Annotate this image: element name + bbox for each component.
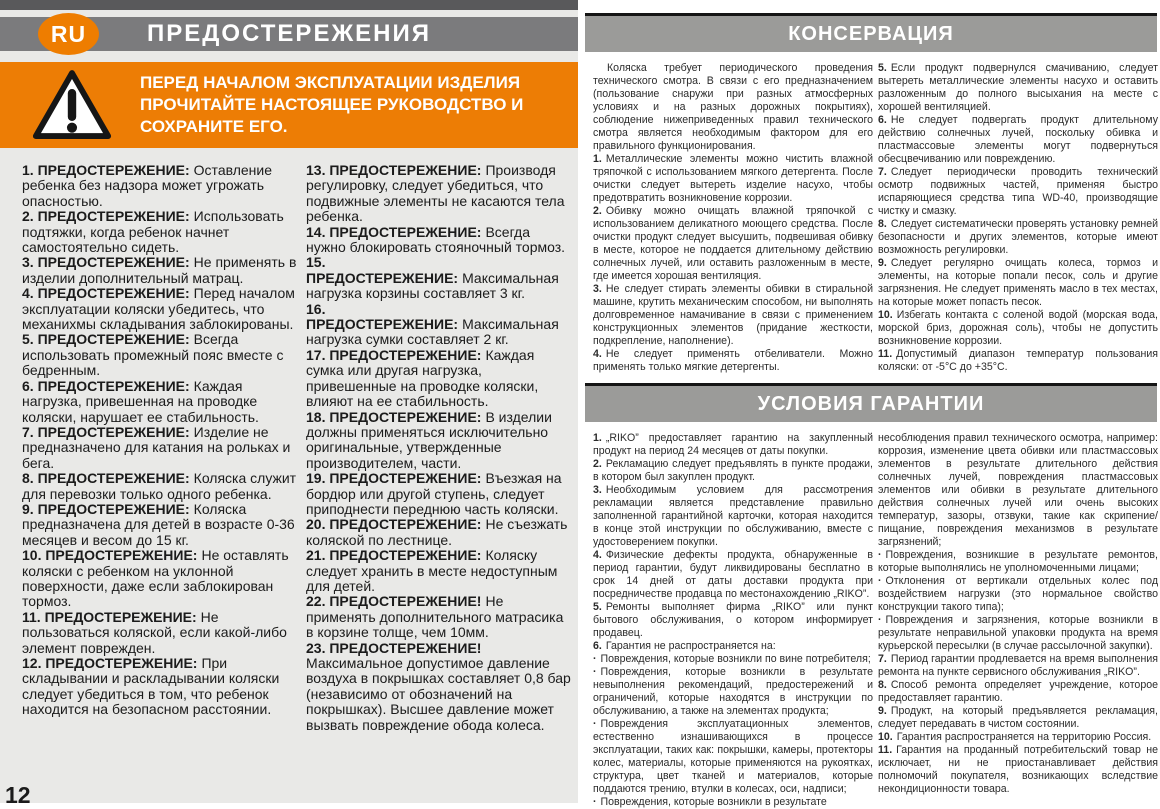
paragraph-text: Рекламацию следует предъявлять в пункте продажи, в котором был закуплен продукт. — [593, 458, 873, 483]
warranty-paragraph — [593, 666, 873, 718]
paragraph-number: 1. — [593, 153, 602, 165]
paragraph-number: 11. — [878, 348, 893, 360]
paragraph-text: несоблюдения правил технического осмотра, например: коррозия, изменение цвета обивки или пластмассовых элементов в результате длительного действия солнечных лучей, повреждения пластмассовых элементов или обивки в результате длительного действия солнечных лучей или очень высоких температур, зазоры, отзвуки, такие как скрипение/ пищание, повреждения механизмов в результате загрязнений; — [878, 432, 1158, 548]
warranty-paragraph — [593, 432, 873, 458]
paragraph-number: 7. — [878, 653, 887, 665]
paragraph-text: Коляска требует периодического проведения технического смотра. В связи с его предназначением (пользование снаружи при разных атмосферных условиях и на разных дорожных покрытиях), соблюдение нижеприведенных правил технического смотра является необходимым фактором для его правильного функционирования. — [593, 62, 873, 152]
warranty-paragraph — [878, 575, 1158, 614]
warning-item-text: Не оставлять коляски с ребенком на уклонной поверхности, даже если заблокирован тормоз. — [22, 547, 289, 610]
page-number: 12 — [5, 782, 31, 808]
paragraph-number: 6. — [878, 114, 887, 126]
warning-item-text: Каждая сумка или другая нагрузка, привешенные на проводке коляски, влияют на ее стабильность. — [306, 346, 539, 410]
paragraph-number: 9. — [878, 705, 887, 717]
paragraph-text: Физические дефекты продукта, обнаруженные в период гарантии, будут ликвидированы бесплатно в срок 14 дней от даты доставки продукта при посредничестве продавца по местонахождению „RIKO”. — [593, 549, 873, 600]
maintenance-paragraph — [593, 62, 873, 153]
warning-item-label: 18. ПРЕДОСТЕРЕЖЕНИЕ: — [306, 408, 482, 425]
warning-triangle-icon — [30, 67, 114, 143]
paragraph-number: 3. — [593, 283, 602, 295]
warranty-paragraph — [593, 458, 873, 484]
warning-item — [306, 641, 572, 733]
maintenance-paragraph — [878, 309, 1158, 348]
paragraph-text: „RIKO” предоставляет гарантию на закупленный продукт на период 24 месяцев от даты покупки. — [593, 432, 873, 457]
paragraph-number: 8. — [878, 218, 887, 230]
warning-item-label: 3. ПРЕДОСТЕРЕЖЕНИЕ: — [22, 254, 190, 271]
warning-item-text: Перед началом эксплуатации коляски убедитесь, что механихмы складывания заблокированы. — [22, 285, 295, 333]
warranty-paragraph — [593, 718, 873, 796]
maintenance-paragraph — [593, 283, 873, 348]
paragraph-number: · — [593, 653, 597, 665]
warranty-header-bar — [585, 383, 1157, 422]
warning-item-text: Оставление ребенка без надзора может угрожать опасностью. — [22, 162, 273, 209]
warranty-paragraph — [593, 549, 873, 601]
warning-item — [306, 225, 572, 256]
warning-item-label: 2. ПРЕДОСТЕРЕЖЕНИЕ: — [22, 208, 190, 225]
warning-item-label: 4. ПРЕДОСТЕРЕЖЕНИЕ: — [22, 285, 190, 302]
warning-item — [22, 502, 298, 548]
warning-item — [22, 610, 298, 656]
warranty-paragraph — [878, 653, 1158, 679]
paragraph-number: 4. — [593, 348, 602, 360]
warranty-paragraph — [878, 679, 1158, 705]
warnings-column-1 — [22, 163, 298, 781]
warning-item — [22, 656, 298, 718]
paragraph-text: Необходимым условием для рассмотрения рекламации является представление правильно заполненной гарантийной карточки, которая находится в конце этой инструкции по обслуживанию, вместе с удостоверением покупки. — [593, 484, 873, 548]
warning-item-label: 20. ПРЕДОСТЕРЕЖЕНИЕ: — [306, 516, 482, 533]
paragraph-number: 11. — [878, 744, 893, 756]
paragraph-number: · — [878, 549, 882, 561]
warning-item — [22, 255, 298, 286]
warning-item — [22, 209, 298, 255]
paragraph-number: 4. — [593, 549, 602, 561]
maintenance-paragraph — [878, 62, 1158, 114]
maintenance-paragraph — [593, 153, 873, 205]
warranty-paragraph — [878, 744, 1158, 796]
paragraph-text: Обивку можно очищать влажной тряпочкой с использованием деликатного моющего средства. После очистки продукт следует высушить, подвешивая обивку в месте, которое не поддается длительному действию солнечных лучей, или оставить разложенным в месте, где имеется хорошая вентиляция. — [593, 205, 873, 282]
warning-item-label: 22. ПРЕДОСТЕРЕЖЕНИЕ! — [306, 593, 482, 610]
paragraph-text: Следует периодически проводить технический осмотр подвижных частей, применяя быстро испаряющиеся средства типа WD-40, производящие чистку и смазку. — [878, 166, 1158, 217]
paragraph-number: 1. — [593, 432, 602, 444]
warning-item — [22, 286, 298, 332]
warning-item — [306, 163, 572, 225]
paragraph-text: Металлические элементы можно чистить влажной тряпочкой с использованием мягкого детергента. После очистки следует вытереть изделие насухо, чтобы предотвратить возникновение коррозии. — [593, 153, 873, 204]
paragraph-text: Следует систематически проверять установку ремней безопасности и других элементов, которые имеют возможность регулировки. — [878, 218, 1159, 256]
banner-text: ПЕРЕД НАЧАЛОМ ЭКСПЛУАТАЦИИ ИЗДЕЛИЯ ПРОЧИТАЙТЕ НАСТОЯЩЕЕ РУКОВОДСТВО И СОХРАНИТЕ ЕГО. — [140, 72, 524, 137]
warning-item-label: 9. ПРЕДОСТЕРЕЖЕНИЕ: — [22, 500, 190, 517]
paragraph-number: 10. — [878, 309, 893, 321]
warning-item-text: Не применять дополнительного матрасика в корзине толще, чем 10мм. — [306, 593, 564, 641]
warning-item-text: Максимальная нагрузка корзины составляет 3 кг. — [306, 269, 559, 302]
warning-item — [306, 348, 572, 410]
warning-item — [306, 255, 572, 301]
paragraph-number: 7. — [878, 166, 887, 178]
paragraph-number: 8. — [878, 679, 887, 691]
warranty-paragraph — [593, 601, 873, 640]
maintenance-paragraph — [593, 348, 873, 374]
warning-item-text: Всегда нужно блокировать стояночный тормоз. — [306, 223, 566, 256]
right-page — [578, 0, 1160, 808]
paragraph-text: Не следует применять отбеливатели. Можно применять только мягкие детергенты. — [593, 348, 873, 373]
warranty-paragraph — [593, 484, 873, 549]
left-page — [0, 0, 578, 808]
header-top-strip — [0, 0, 578, 10]
paragraph-text: Повреждения, которые возникли по вине потребителя; — [600, 653, 871, 665]
warning-item-label: 6. ПРЕДОСТЕРЕЖЕНИЕ: — [22, 377, 190, 394]
paragraph-text: Период гарантии продлевается на время выполнения ремонта на пункте сервисного обслуживания „RIKO”. — [878, 653, 1158, 678]
warning-item-label: 11. ПРЕДОСТЕРЕЖЕНИЕ: — [22, 608, 197, 625]
read-manual-banner — [0, 62, 578, 148]
warning-item-text: Максимальное допустимое давление воздуха в покрышках составляет 0,8 бар (независимо от обозначений на покрышках). Высшее давление может вызвать повреждение обода колеса. — [306, 655, 571, 733]
paragraph-text: Повреждения, возникшие в результате ремонтов, которые выполнялись не уполномоченными лицами; — [878, 549, 1158, 574]
paragraph-text: Гарантия на проданный потребительский товар не исключает, ни не приостанавливает действия полномочий покупателя, возникающих вследствие некондиционности товара. — [878, 744, 1158, 795]
paragraph-number: · — [878, 575, 882, 587]
warning-item — [22, 332, 298, 378]
warning-item — [22, 379, 298, 425]
warning-item-label: 1. ПРЕДОСТЕРЕЖЕНИЕ: — [22, 162, 190, 178]
warning-item — [306, 471, 572, 517]
warranty-paragraph — [878, 549, 1158, 575]
paragraph-text: Повреждения, которые возникли в результате — [600, 796, 827, 808]
paragraph-number: 10. — [878, 731, 893, 743]
warning-item-text: В изделии должны применяться исключительно оригинальные, утвержденные производителем, части. — [306, 408, 552, 471]
warning-item-text: Коляска служит для перевозки только одного ребенка. — [22, 470, 297, 502]
paragraph-text: Повреждения и загрязнения, которые возникли в результате неправильной упаковки продукта на время курьерской пересылки (в случае рассылочной закупки). — [878, 614, 1158, 652]
maintenance-header-bar — [585, 13, 1157, 52]
paragraph-number: · — [593, 666, 597, 678]
maintenance-column-2 — [878, 62, 1158, 380]
warnings-header-bar — [0, 17, 578, 51]
maintenance-paragraph — [878, 114, 1158, 166]
paragraph-text: Не следует стирать элементы обивки в стиральной машине, крутить механическим способом, ни выполнять долговременное намачивание в связи с применением конструкционных элементов (придание жесткости, подкрепление, наполнение). — [593, 283, 873, 347]
warning-item-text: Всегда использовать промежный пояс вместе с бедренным. — [22, 331, 284, 379]
warning-item-label: 15. ПРЕДОСТЕРЕЖЕНИЕ: — [306, 254, 459, 286]
warning-item-text: Не пользоваться коляской, если какой-либо элемент поврежден. — [22, 608, 287, 656]
paragraph-number: · — [593, 796, 597, 808]
warning-item-text: Использовать подтяжки, когда ребенок начнет самостоятельно сидеть. — [22, 208, 284, 256]
paragraph-text: Гарантия распространяется на территорию Россия. — [896, 731, 1152, 743]
warning-item — [22, 548, 298, 610]
warning-item-text: Въезжая на бордюр или другой ступень, следует приподнести переднюю часть коляски. — [306, 470, 562, 517]
warning-item-label: 23. ПРЕДОСТЕРЕЖЕНИЕ! — [306, 639, 482, 656]
maintenance-paragraph — [593, 205, 873, 283]
paragraph-text: Допустимый диапазон температур пользования коляски: от -5°С до +35°С. — [878, 348, 1158, 373]
warranty-column-1 — [593, 432, 873, 808]
paragraph-number: 5. — [593, 601, 602, 613]
warning-item-label: 14. ПРЕДОСТЕРЕЖЕНИЕ: — [306, 223, 482, 240]
maintenance-title: КОНСЕРВАЦИЯ — [788, 23, 954, 45]
paragraph-number: 6. — [593, 640, 602, 652]
paragraph-text: Следует регулярно очищать колеса, тормоз и элементы, на которые попали песок, соль и другие загрязнения. Не следует применять масло в тех местах, на которые может попасть песок. — [878, 257, 1158, 308]
paragraph-number: 3. — [593, 484, 602, 496]
maintenance-paragraph — [878, 348, 1158, 374]
paragraph-text: Отклонения от вертикали отдельных колес под воздействием нагрузки (это нормальное свойство конструкции такого типа); — [878, 575, 1158, 613]
warning-item-label: 21. ПРЕДОСТЕРЕЖЕНИЕ: — [306, 547, 482, 564]
ru-language-badge: RU — [38, 13, 99, 55]
paragraph-text: Гарантия не распространяется на: — [605, 640, 776, 652]
warning-item-text: Максимальная нагрузка сумки составляет 2 кг. — [306, 316, 559, 348]
paragraph-text: Если продукт подвернулся смачиванию, следует вытереть металлические элементы насухо и оставить разложенным до полного высыхания на месте с хорошей вентиляцией. — [878, 62, 1158, 113]
paragraph-number: 9. — [878, 257, 887, 269]
warranty-paragraph — [593, 796, 873, 809]
warning-item-label: 19. ПРЕДОСТЕРЕЖЕНИЕ: — [306, 470, 482, 487]
warranty-paragraph — [878, 731, 1158, 744]
warning-item-label: 8. ПРЕДОСТЕРЕЖЕНИЕ: — [22, 470, 190, 487]
warning-item-text: Не применять в изделии дополнительный матрац. — [22, 254, 297, 286]
paragraph-text: Повреждения эксплуатационных элементов, естественно изнашивающихся в процессе эксплуатации, таких как: покрышки, камеры, протекторы колес, материалы, которые применяются на рукоятках, структура, цвет тканей и материалов, которые поддаются трению, втулки в колесах, оси, надписи; — [593, 718, 873, 795]
warranty-paragraph — [878, 705, 1158, 731]
maintenance-paragraph — [878, 257, 1158, 309]
warranty-paragraph — [878, 432, 1158, 549]
maintenance-column-1 — [593, 62, 873, 380]
warning-item — [22, 425, 298, 471]
warranty-paragraph — [593, 653, 873, 666]
warranty-title: УСЛОВИЯ ГАРАНТИИ — [757, 393, 985, 415]
paragraph-text: Способ ремонта определяет учреждение, которое предоставляет гарантию. — [878, 679, 1158, 704]
warning-item-label: 7. ПРЕДОСТЕРЕЖЕНИЕ: — [22, 423, 190, 440]
warning-item — [22, 163, 298, 209]
warnings-column-2 — [306, 163, 572, 781]
warning-item-text: При складывании и раскладывании коляски следует убедиться в том, что ребенок находится на безопасном расстоянии. — [22, 655, 280, 718]
warning-item-text: Каждая нагрузка, привешенная на проводке коляски, нарушает ее стабильность. — [22, 377, 259, 425]
warranty-column-2 — [878, 432, 1158, 800]
warning-item-label: 17. ПРЕДОСТЕРЕЖЕНИЕ: — [306, 346, 482, 363]
maintenance-paragraph — [878, 166, 1158, 218]
paragraph-text: Продукт, на который предъявляется рекламация, следует передавать в чистом состоянии. — [878, 705, 1158, 730]
paragraph-number: · — [878, 614, 882, 626]
paragraph-text: Не следует подвергать продукт длительному действию солнечных лучей, поскольку обивка и пластмассовые элементы могут подвернуться обесцвечиванию или повреждению. — [878, 114, 1158, 165]
warning-item-label: 16. ПРЕДОСТЕРЕЖЕНИЕ: — [306, 300, 459, 333]
warnings-title: ПРЕДОСТЕРЕЖЕНИЯ — [147, 20, 431, 47]
warranty-paragraph — [878, 614, 1158, 653]
paragraph-number: 2. — [593, 205, 602, 217]
warning-item — [306, 517, 572, 548]
warning-item-text: Не съезжать коляской по лестнице. — [306, 516, 568, 548]
warning-item-text: Коляска предназначена для детей в возрасте 0-36 месяцев и весом до 15 кг. — [22, 500, 295, 548]
warning-item — [306, 548, 572, 594]
paragraph-text: Избегать контакта с соленой водой (морская вода, морской бриз, дорожная соль), чтобы не допустить возникновение коррозии. — [878, 309, 1158, 347]
warning-item-label: 13. ПРЕДОСТЕРЕЖЕНИЕ: — [306, 162, 482, 178]
warning-item-label: 10. ПРЕДОСТЕРЕЖЕНИЕ: — [22, 547, 198, 564]
warranty-paragraph — [593, 640, 873, 653]
warning-item-text: Производя регулировку, следует убедиться, что подвижные элементы не касаются тела ребенка. — [306, 162, 565, 225]
paragraph-number: 5. — [878, 62, 887, 74]
warning-item — [306, 594, 572, 640]
warning-item-label: 12. ПРЕДОСТЕРЕЖЕНИЕ: — [22, 655, 198, 671]
warning-item — [306, 410, 572, 472]
paragraph-number: · — [593, 718, 597, 730]
paragraph-text: Ремонты выполняет фирма „RIKO” или пункт бытового обслуживания, о котором информирует продавец. — [593, 601, 873, 639]
paragraph-text: Повреждения, которые возникли в результате невыполнения рекомендаций, предостережений и ограничений, которые находятся в инструкции по обслуживанию, а также на элементах продукта; — [593, 666, 873, 717]
maintenance-paragraph — [878, 218, 1158, 257]
warning-item — [22, 471, 298, 502]
warning-item-label: 5. ПРЕДОСТЕРЕЖЕНИЕ: — [22, 331, 190, 348]
warning-item — [306, 302, 572, 348]
paragraph-number: 2. — [593, 458, 602, 470]
warning-item-text: Коляску следует хранить в месте недоступным для детей. — [306, 547, 558, 594]
warning-item-text: Изделие не предназначено для катания на рольках и бега. — [22, 423, 291, 471]
